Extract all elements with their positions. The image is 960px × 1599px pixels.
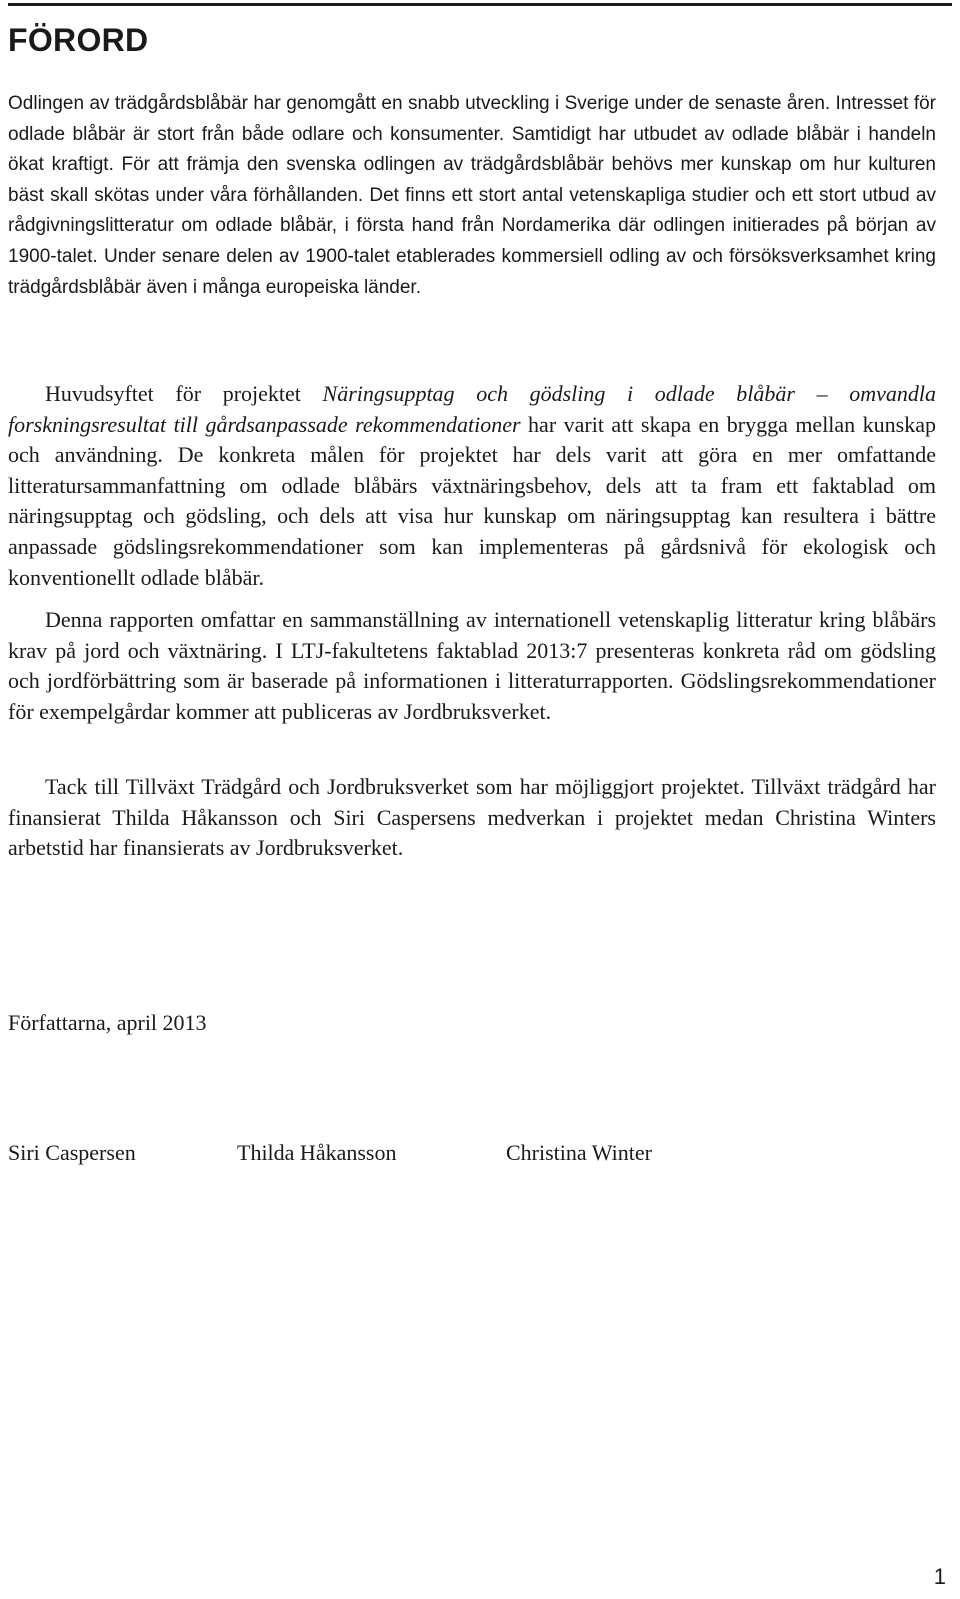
purpose-rest-text: har varit att skapa en brygga mellan kunskap och användning. De konkreta målen för projektet har dels varit att göra en mer omfattande litteratursammanfattning om odlade blåbärs växtnäringsbehov, dels att ta fram ett faktablad om näringsupptag och gödsling, och dels att visa hur kunskap om näringsupptag kan resultera i bättre anpassade gödslingsrekommendationer som kan implementeras på gårdsnivå för ekologisk och konventionellt odlade blåbär. <box>8 411 936 590</box>
paragraph-purpose <box>8 379 936 593</box>
signature-author-3: Christina Winter <box>506 1140 652 1165</box>
paragraph-report-scope: Denna rapporten omfattar en sammanställning av internationell vetenskaplig litteratur kring blåbärs krav på jord och växtnäring. I LTJ-fakultetens faktablad 2013:7 presenteras konkreta råd om gödsling och jordförbättring som är baserade på informationen i litteraturrapporten. Gödslingsrekommendationer för exempelgårdar kommer att publiceras av Jordbruksverket. <box>8 607 936 724</box>
closing-line: Författarna, april 2013 <box>8 1010 207 1035</box>
page-title: FÖRORD <box>8 22 149 58</box>
signature-author-2: Thilda Håkansson <box>237 1140 397 1165</box>
paragraph-intro: Odlingen av trädgårdsblåbär har genomgått en snabb utveckling i Sverige under de senaste åren. Intresset för odlade blåbär är stort från både odlare och konsumenter. Samtidigt har utbudet av odlade blåbär i handeln ökat kraftigt. För att främja den svenska odlingen av trädgårdsblåbär behövs mer kunskap om hur kulturen bäst skall skötas under våra förhållanden. Det finns ett stort antal vetenskapliga studier och ett stort utbud av rådgivningslitteratur om odlade blåbär, i första hand från Nordamerika där odlingen initierades på början av 1900-talet. Under senare delen av 1900-talet etablerades kommersiell odling av och försöksverksamhet kring trädgårdsblåbär även i många europeiska länder. <box>8 93 936 298</box>
top-rule <box>8 3 952 6</box>
page-number: 1 <box>933 1564 946 1589</box>
project-title-italic: Näringsupptag och gödsling i odlade blåbär – omvandla forskningsresultat till gårdsanpassade rekommendationer <box>8 381 937 437</box>
paragraph-acknowledgements: Tack till Tillväxt Trädgård och Jordbruksverket som har möjliggjort projektet. Tillväxt trädgård har finansierat Thilda Håkansson och Siri Caspersens medverkan i projektet medan Christina Winters arbetstid har finansierats av Jordbruksverket. <box>8 774 936 861</box>
purpose-intro-text: Huvudsyftet för projektet <box>45 381 323 406</box>
signature-author-1: Siri Caspersen <box>8 1140 136 1165</box>
